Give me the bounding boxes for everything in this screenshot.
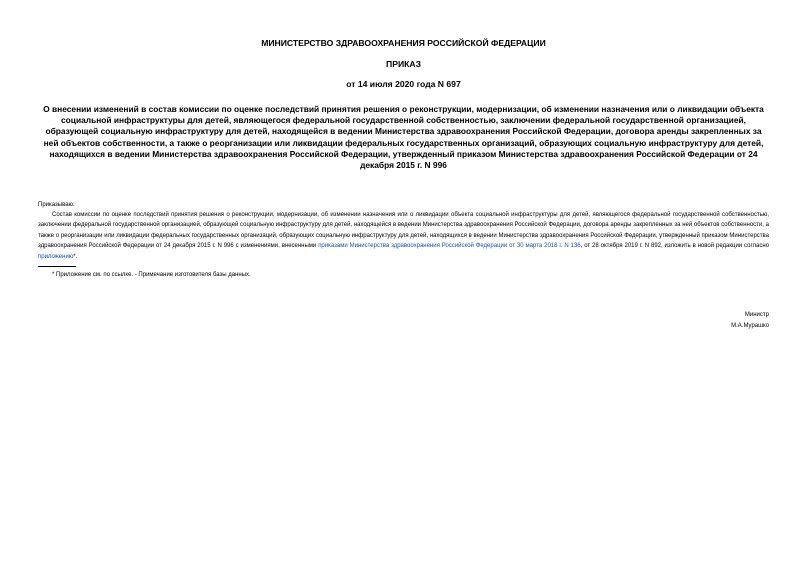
paragraph-text-part3: *. (73, 253, 78, 260)
signer-title: Министр (744, 312, 769, 318)
document-type: ПРИКАЗ (386, 59, 421, 69)
footnote: * Приложение см. по ссылке. - Примечание изготовителя базы данных. (52, 272, 251, 278)
link-appendix[interactable]: приложению (38, 253, 74, 260)
footnote-divider (38, 266, 76, 267)
signer-name: М.А.Мурашко (731, 323, 769, 329)
document-title: О внесении изменений в состав комиссии по оценке последствий принятия решения о реконструкции, модернизации, об изменении назначения или о ликвидации объекта социальной инфраструктуры для детей, являющегося федеральной государственной собственностью, заключении федеральной государственной организацией, образующей социальную инфраструктуру для детей, находящейся в ведении Министерства здравоохранения Российской Федерации, договора аренды закрепленных за ней объектов собственности, а также о реорганизации или ликвидации федеральных государственных организаций, образующих социальную инфраструктуру для детей, находящихся в ведении Министерства здравоохранения Российской Федерации, утвержденный приказом Министерства здравоохранения Российской Федерации от 24 декабря 2015 г. N 996 (43, 104, 764, 171)
paragraph-text-part1: Состав комиссии по оценке последствий принятия решения о реконструкции, модернизации, об изменении назначения или о ликвидации объекта социальной инфраструктуры для детей, являющегося федеральной государственной собственностью, заключении федеральной государственной организацией, образующей социальную инфраструктуру для детей, находящейся в ведении Министерства здравоохранения Российской Федерации, договора аренды закрепленных за ней объектов собственности, а также о реорганизации или ликвидации федеральных государственных организаций, образующих социальную инфраструктуру для детей, находящихся в ведении Министерства здравоохранения Российской Федерации, утвержденный приказом Министерства здравоохранения Российской Федерации от 24 декабря 2015 г. N 996 с изменениями, внесенными (38, 212, 769, 250)
ministry-heading: МИНИСТЕРСТВО ЗДРАВООХРАНЕНИЯ РОССИЙСКОЙ ФЕДЕРАЦИИ (261, 38, 546, 48)
paragraph-text-part2: , от 28 октября 2019 г. N 892, изложить в новой редакции согласно (580, 243, 769, 250)
link-orders-ministry[interactable]: приказами Министерства здравоохранения Российской Федерации от 30 марта 2018 г. N 136 (318, 243, 581, 250)
main-paragraph (38, 210, 769, 262)
order-word: Приказываю: (38, 202, 75, 208)
document-date-number: от 14 июля 2020 года N 697 (346, 79, 461, 89)
